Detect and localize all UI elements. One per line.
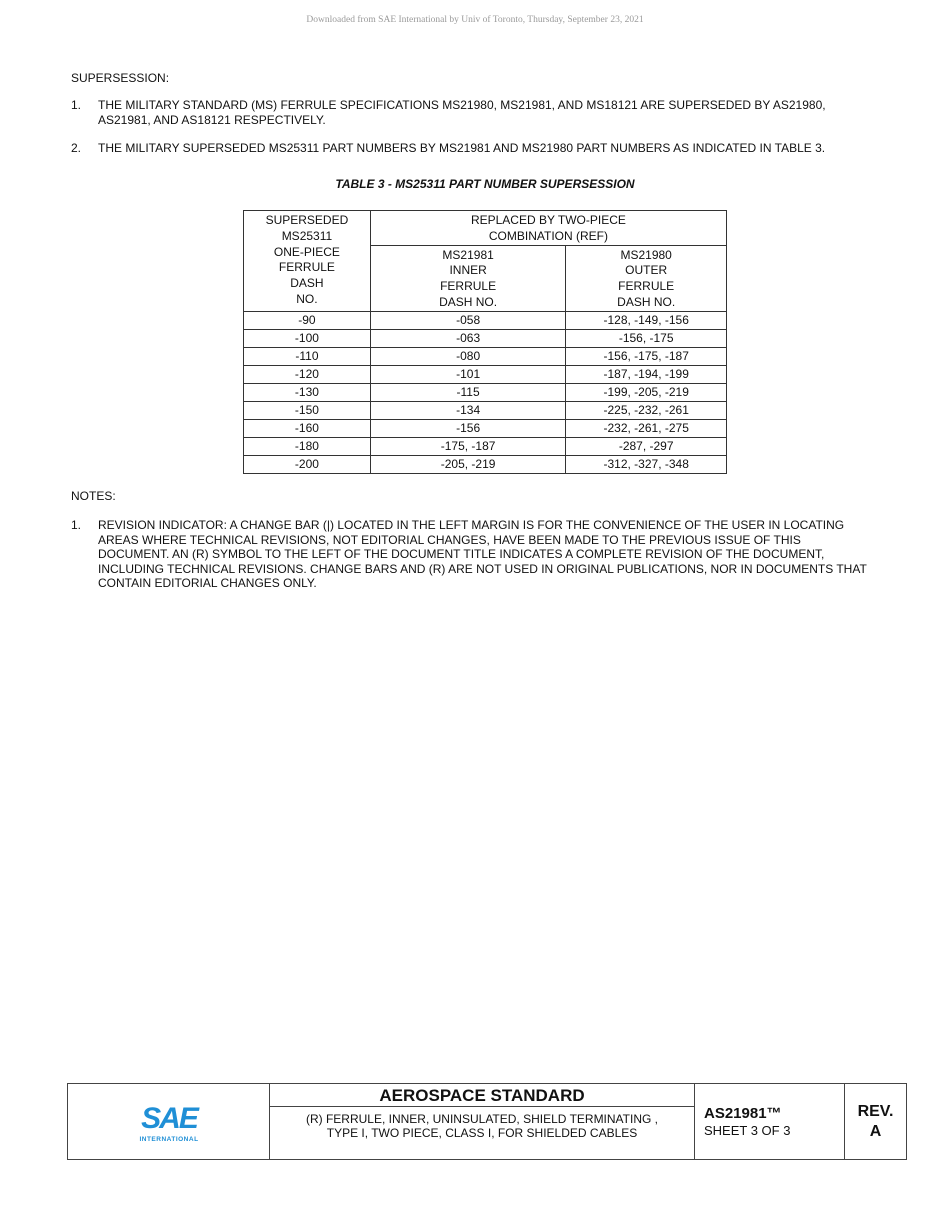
table-row xyxy=(244,419,727,437)
item-text: REVISION INDICATOR: A CHANGE BAR (|) LOCATED IN THE LEFT MARGIN IS FOR THE CONVENIENCE OF THE USER IN LOCATING AREAS WHERE TECHNICAL REVISIONS, NOT EDITORIAL CHANGES, HAVE BEEN MADE TO THE PREVIOUS ISSUE OF THIS DOCUMENT. AN (R) SYMBOL TO THE LEFT OF THE DOCUMENT TITLE INDICATES A COMPLETE REVISION OF THE DOCUMENT, INCLUDING TECHNICAL REVISIONS. CHANGE BARS AND (R) ARE NOT USED IN ORIGINAL PUBLICATIONS, NOR IN DOCUMENTS THAT CONTAIN EDITORIAL CHANGES ONLY. xyxy=(98,518,867,590)
rev-value: A xyxy=(869,1122,882,1140)
cell-superseded: -100 xyxy=(244,329,371,347)
cell-outer: -287, -297 xyxy=(566,437,727,455)
notes-list xyxy=(71,518,871,605)
cell-outer: -312, -327, -348 xyxy=(566,455,727,473)
table-row xyxy=(244,383,727,401)
part-number: AS21981™ xyxy=(704,1104,782,1122)
cell-superseded: -160 xyxy=(244,419,371,437)
download-note: Downloaded from SAE International by Univ of Toronto, Thursday, September 23, 2021 xyxy=(306,15,644,25)
table-row xyxy=(244,401,727,419)
cell-superseded: -130 xyxy=(244,383,371,401)
table-row xyxy=(244,437,727,455)
cell-outer: -128, -149, -156 xyxy=(566,311,727,329)
cell-superseded: -90 xyxy=(244,311,371,329)
document-description: (R) FERRULE, INNER, UNINSULATED, SHIELD TERMINATING , TYPE I, TWO PIECE, CLASS I, FOR SHIELDED CABLES xyxy=(305,1112,659,1140)
cell-superseded: -200 xyxy=(244,455,371,473)
col-header-superseded: SUPERSEDED MS25311 ONE-PIECE FERRULE DASH NO. xyxy=(244,211,371,312)
col-header-inner: MS21981 INNER FERRULE DASH NO. xyxy=(370,245,566,311)
rev-label: REV. xyxy=(857,1102,894,1120)
sheet-number: SHEET 3 OF 3 xyxy=(704,1122,791,1138)
supersession-list xyxy=(71,98,871,170)
cell-outer: -156, -175, -187 xyxy=(566,347,727,365)
table-row xyxy=(244,347,727,365)
sae-logo-icon xyxy=(129,1100,209,1144)
cell-superseded: -150 xyxy=(244,401,371,419)
table-row xyxy=(244,329,727,347)
table-title: TABLE 3 - MS25311 PART NUMBER SUPERSESSION xyxy=(335,177,635,191)
cell-outer: -199, -205, -219 xyxy=(566,383,727,401)
cell-outer: -187, -194, -199 xyxy=(566,365,727,383)
cell-inner: -175, -187 xyxy=(370,437,566,455)
table-row xyxy=(244,455,727,473)
item-text: THE MILITARY SUPERSEDED MS25311 PART NUMBERS BY MS21981 AND MS21980 PART NUMBERS AS INDICATED IN TABLE 3. xyxy=(98,141,826,155)
logo-mark: SAE xyxy=(140,1101,197,1135)
sae-logo xyxy=(68,1084,270,1159)
notes-heading: NOTES: xyxy=(71,489,116,503)
title-block xyxy=(67,1083,907,1160)
cell-superseded: -120 xyxy=(244,365,371,383)
title-center xyxy=(270,1084,695,1159)
supersession-heading: SUPERSESSION: xyxy=(71,71,170,85)
col-header-outer: MS21980 OUTER FERRULE DASH NO. xyxy=(566,245,727,311)
cell-inner: -156 xyxy=(370,419,566,437)
cell-inner: -063 xyxy=(370,329,566,347)
cell-inner: -115 xyxy=(370,383,566,401)
cell-outer: -225, -232, -261 xyxy=(566,401,727,419)
logo-subtext: INTERNATIONAL xyxy=(138,1135,199,1143)
cell-inner: -205, -219 xyxy=(370,455,566,473)
item-text: THE MILITARY STANDARD (MS) FERRULE SPECIFICATIONS MS21980, MS21981, AND MS18121 ARE SUPERSEDED BY AS21980, AS21981, AND AS18121 RESPECTIVELY. xyxy=(98,98,826,127)
item-number: 2. xyxy=(71,141,82,155)
cell-superseded: -180 xyxy=(244,437,371,455)
cell-superseded: -110 xyxy=(244,347,371,365)
list-item xyxy=(71,141,871,156)
group-header-replaced: REPLACED BY TWO-PIECE COMBINATION (REF) xyxy=(370,211,726,246)
item-number: 1. xyxy=(71,518,82,532)
item-number: 1. xyxy=(71,98,82,112)
list-item xyxy=(71,98,871,127)
table-row xyxy=(244,311,727,329)
cell-inner: -058 xyxy=(370,311,566,329)
cell-outer: -156, -175 xyxy=(566,329,727,347)
cell-inner: -134 xyxy=(370,401,566,419)
supersession-table xyxy=(243,210,727,474)
standard-type: AEROSPACE STANDARD xyxy=(270,1084,694,1107)
table-row xyxy=(244,365,727,383)
document-number-cell xyxy=(695,1084,845,1159)
revision-cell xyxy=(845,1084,906,1159)
cell-inner: -101 xyxy=(370,365,566,383)
cell-inner: -080 xyxy=(370,347,566,365)
cell-outer: -232, -261, -275 xyxy=(566,419,727,437)
list-item xyxy=(71,518,871,591)
